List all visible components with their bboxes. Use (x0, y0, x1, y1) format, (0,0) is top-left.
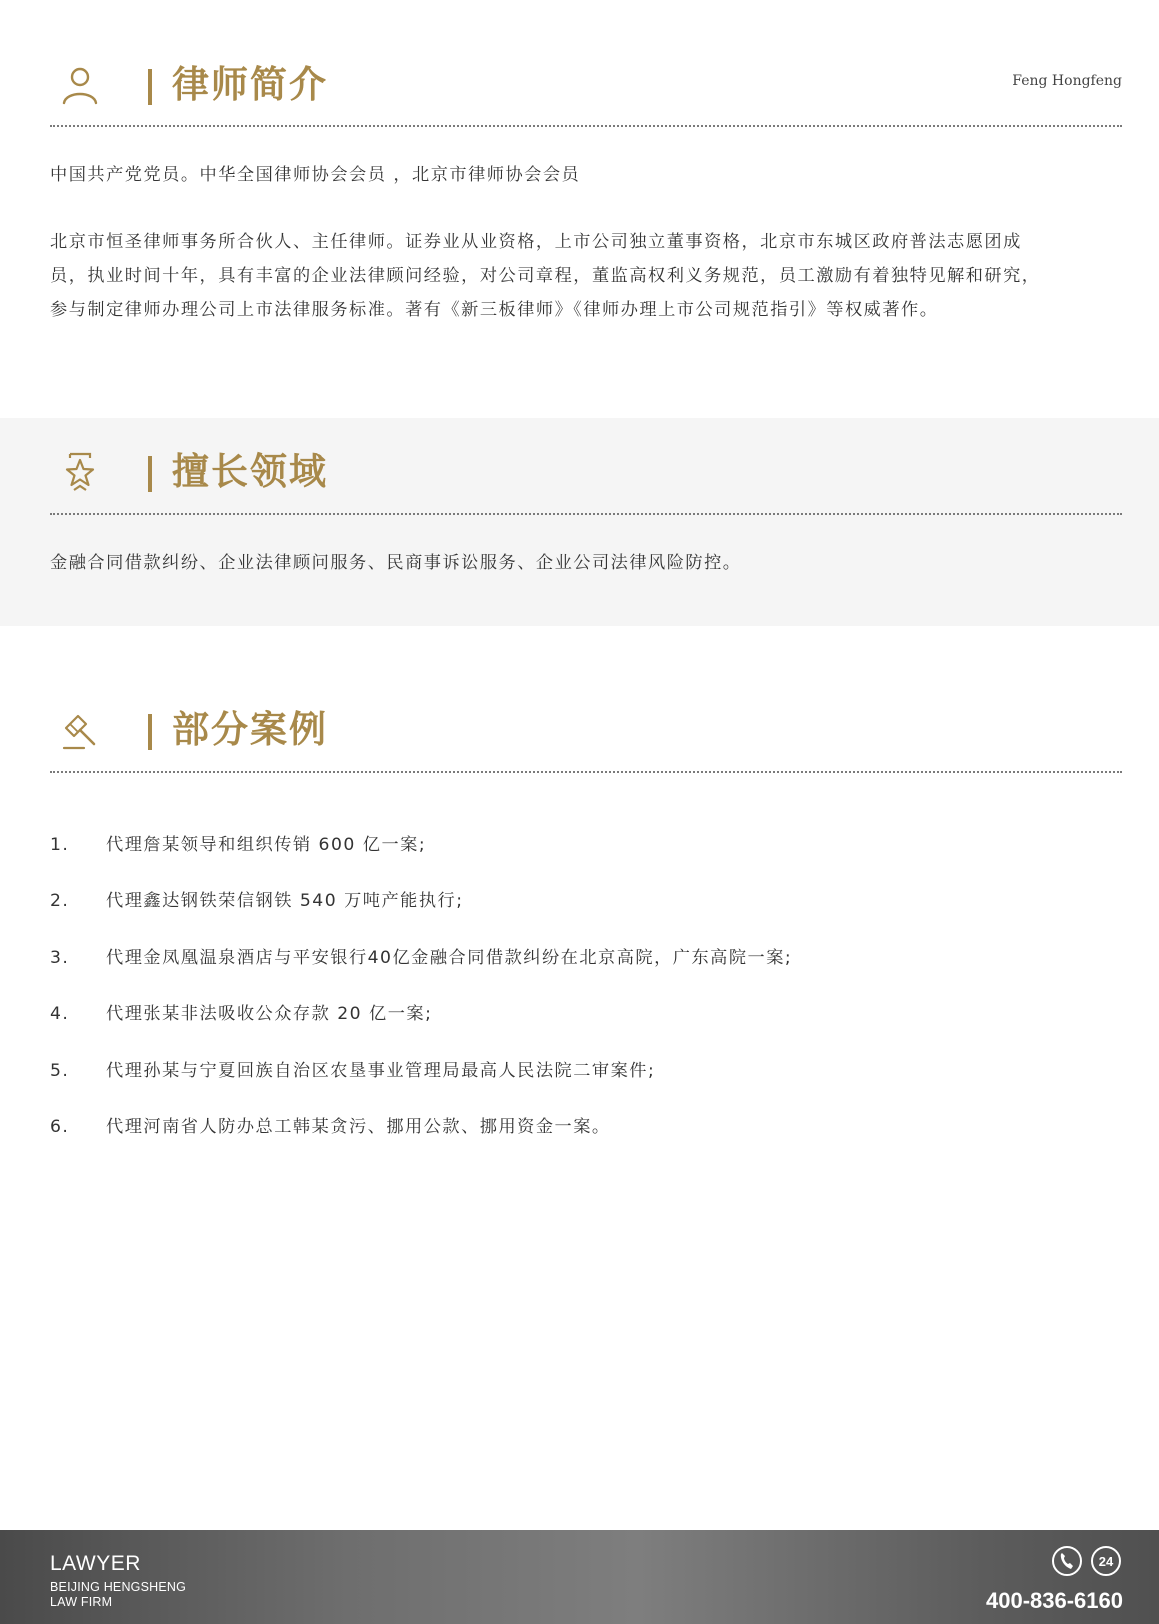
gavel-icon (58, 708, 102, 752)
case-text: 代理金凤凰温泉酒店与平安银行40亿金融合同借款纠纷在北京高院，广东高院一案; (106, 948, 793, 968)
case-number: 6. (50, 1117, 70, 1137)
divider (50, 125, 1122, 127)
section-title: 律师简介 (172, 63, 328, 106)
title-bar (148, 69, 152, 105)
case-text: 代理鑫达钢铁荣信钢铁 540 万吨产能执行; (106, 891, 464, 911)
award-star-icon (58, 450, 102, 494)
case-number: 5. (50, 1061, 70, 1081)
expertise-header (50, 442, 1122, 502)
footer-bar (0, 1530, 1159, 1624)
case-number: 4. (50, 1004, 70, 1024)
expertise-text: 金融合同借款纠纷、企业法律顾问服务、民商事诉讼服务、企业公司法律风险防控。 (50, 553, 742, 573)
title-bar (148, 456, 152, 492)
footer-firm-line1: BEIJING HENGSHENG (50, 1580, 187, 1594)
divider (50, 513, 1122, 515)
case-text: 代理河南省人防办总工韩某贪污、挪用公款、挪用资金一案。 (106, 1117, 611, 1137)
case-number: 3. (50, 948, 70, 968)
case-number: 1. (50, 835, 70, 855)
profile-section (0, 0, 1159, 410)
title-bar (148, 714, 152, 750)
expertise-section (0, 418, 1159, 626)
bio-line: 员，执业时间十年，具有丰富的企业法律顾问经验，对公司章程，董监高权利义务规范，员工激励有着独特见解和研究， (50, 266, 1041, 286)
24-hour-icon (1092, 1547, 1120, 1575)
footer-firm-line2: LAW FIRM (50, 1595, 113, 1609)
cases-section (0, 626, 1159, 1186)
profile-header (50, 55, 1122, 115)
profile-bio (50, 225, 1150, 327)
case-text: 代理孙某与宁夏回族自治区农垦事业管理局最高人民法院二审案件; (106, 1061, 656, 1081)
profile-membership: 中国共产党党员。中华全国律师协会会员 ，北京市律师协会会员 (50, 165, 581, 185)
case-text: 代理张某非法吸收公众存款 20 亿一案; (106, 1004, 433, 1024)
case-text: 代理詹某领导和组织传销 600 亿一案; (106, 835, 427, 855)
lawyer-name-en: Feng Hongfeng (1012, 73, 1122, 89)
bio-line: 北京市恒圣律师事务所合伙人、主任律师。证券业从业资格，上市公司独立董事资格，北京市东城区政府普法志愿团成 (50, 232, 1022, 252)
person-icon (58, 63, 102, 107)
footer-lawyer: LAWYER (50, 1552, 141, 1575)
case-number: 2. (50, 891, 70, 911)
cases-header (50, 700, 1122, 760)
24-hour-label: 24 (1098, 1554, 1114, 1569)
contact-icons (1051, 1544, 1123, 1578)
phone-icon (1053, 1547, 1081, 1575)
divider (50, 771, 1122, 773)
section-title: 擅长领域 (172, 450, 328, 493)
hotline-number[interactable]: 400-836-6160 (985, 1588, 1123, 1613)
bio-line: 参与制定律师办理公司上市法律服务标准。著有《新三板律师》《律师办理上市公司规范指引》等权威著作。 (50, 300, 939, 320)
section-title: 部分案例 (172, 708, 328, 751)
